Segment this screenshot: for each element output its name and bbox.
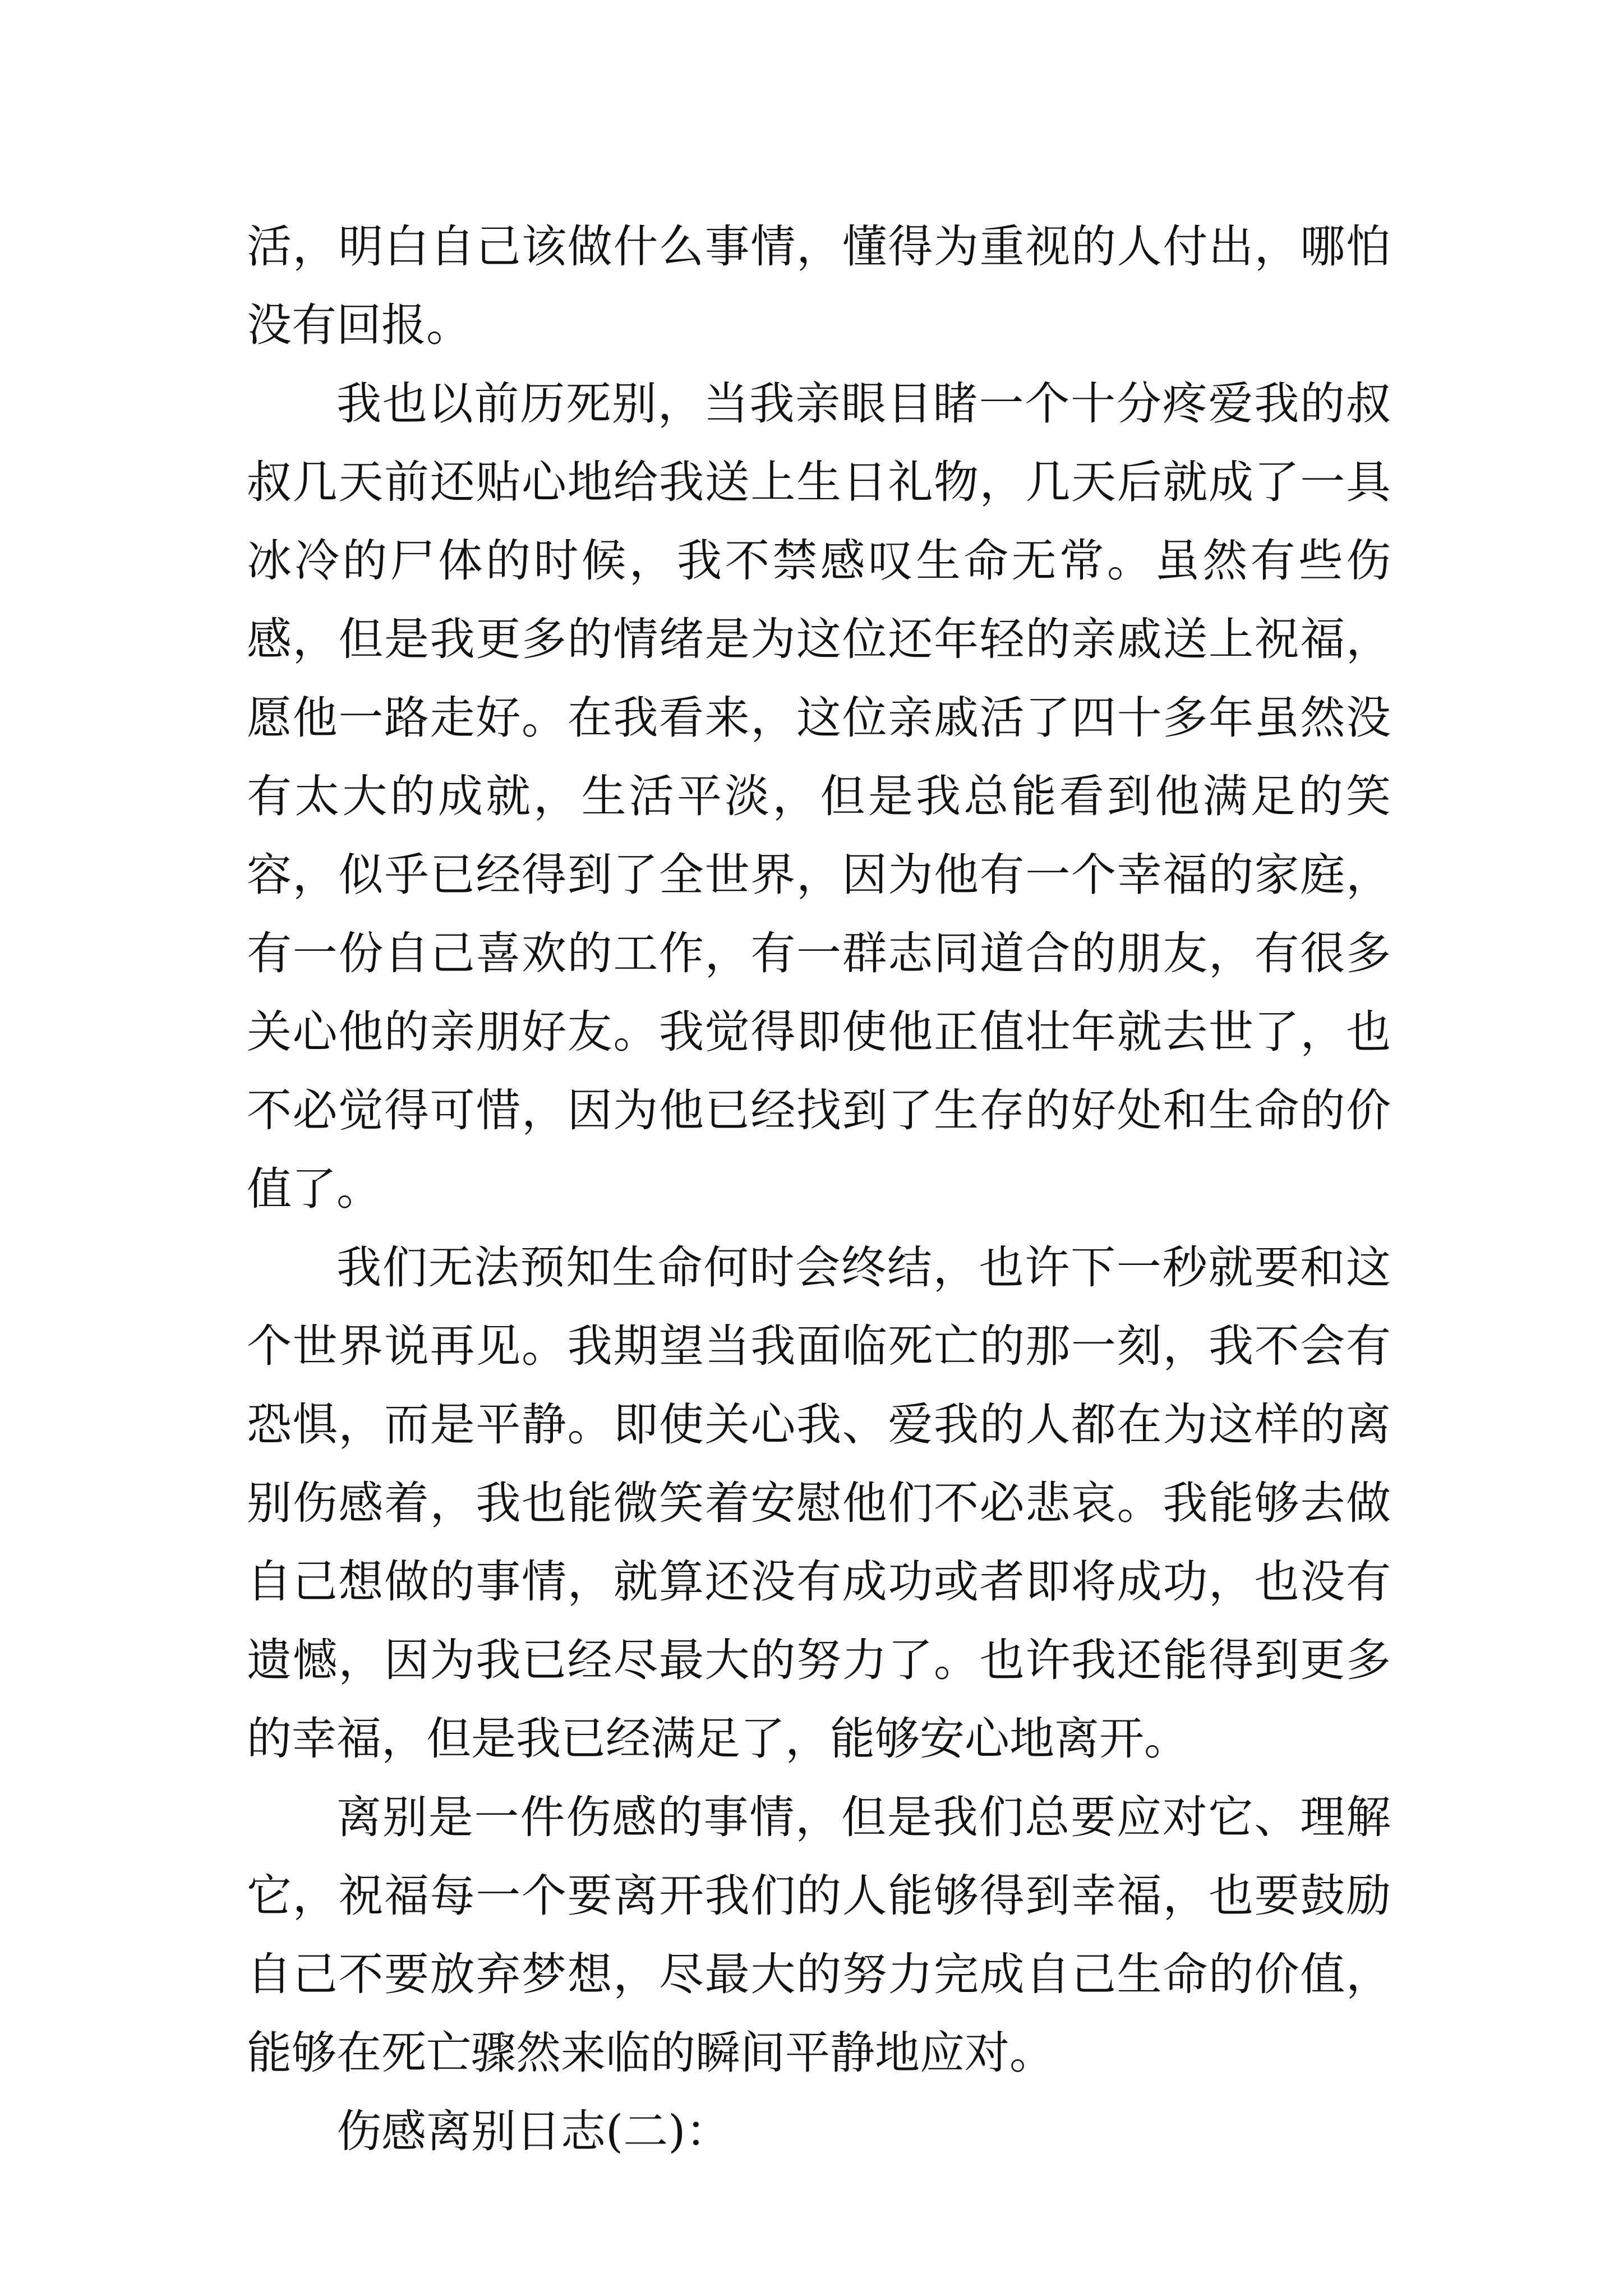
paragraph-facing-death: 我们无法预知生命何时会终结，也许下一秒就要和这个世界说再见。我期望当我面临死亡的那一刻，我不会有恐惧，而是平静。即使关心我、爱我的人都在为这样的离别伤感着，我也能微笑着安慰他们不必悲哀。我能够去做自己想做的事情，就算还没有成功或者即将成功，也没有遗憾，因为我已经尽最大的努力了。也许我还能得到更多的幸福，但是我已经满足了，能够安心地离开。 <box>247 1241 1391 1765</box>
section-heading: 伤感离别日志(二)： <box>336 2105 731 2157</box>
document-body <box>247 208 1391 2171</box>
paragraph-farewell-conclusion: 离别是一件伤感的事情，但是我们总要应对它、理解它，祝福每一个要离开我们的人能够得到幸福，也要鼓励自己不要放弃梦想，尽最大的努力完成自己生命的价值，能够在死亡骤然来临的瞬间平静地应对。 <box>247 1791 1391 2079</box>
paragraph-uncle-memory: 我也以前历死别，当我亲眼目睹一个十分疼爱我的叔叔几天前还贴心地给我送上生日礼物，几天后就成了一具冰冷的尸体的时候，我不禁感叹生命无常。虽然有些伤感，但是我更多的情绪是为这位还年轻的亲戚送上祝福，愿他一路走好。在我看来，这位亲戚活了四十多年虽然没有太大的成就，生活平淡，但是我总能看到他满足的笑容，似乎已经得到了全世界，因为他有一个幸福的家庭，有一份自己喜欢的工作，有一群志同道合的朋友，有很多关心他的亲朋好友。我觉得即使他正值壮年就去世了，也不必觉得可惜，因为他已经找到了生存的好处和生命的价值了。 <box>247 378 1391 1215</box>
paragraph-continuation: 活，明白自己该做什么事情，懂得为重视的人付出，哪怕没有回报。 <box>247 220 1391 351</box>
